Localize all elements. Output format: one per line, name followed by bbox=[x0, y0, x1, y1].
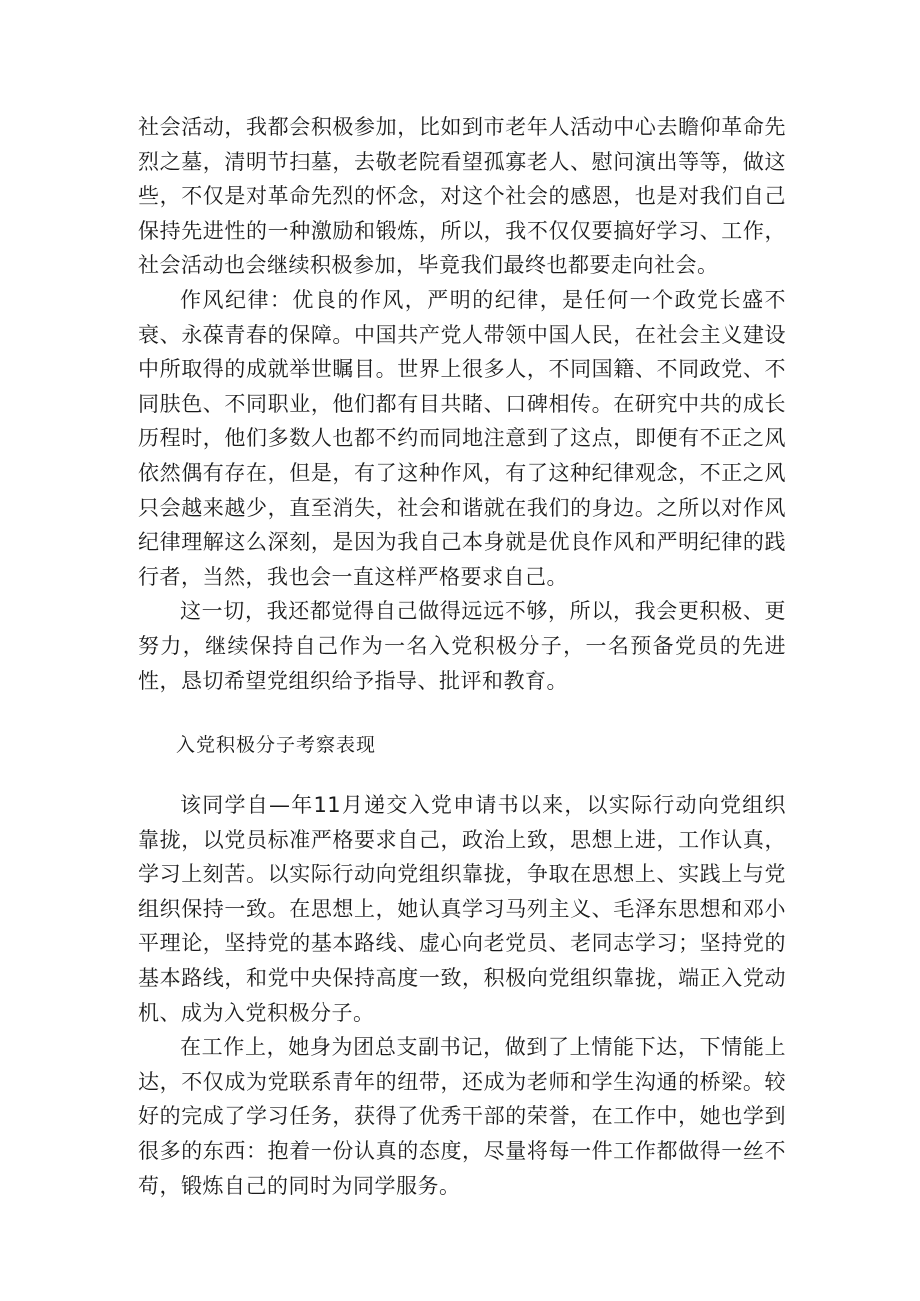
document-body bbox=[138, 110, 786, 1203]
paragraph-conclusion: 这一切，我还都觉得自己做得远远不够，所以，我会更积极、更努力，继续保持自己作为一名入党积极分子，一名预备党员的先进性，恳切希望党组织给予指导、批评和教育。 bbox=[138, 599, 786, 693]
paragraph-social-activities: 社会活动，我都会积极参加，比如到市老年人活动中心去瞻仰革命先烈之墓，清明节扫墓，去敬老院看望孤寡老人、慰问演出等等，做这些，不仅是对革命先烈的怀念，对这个社会的感恩，也是对我们自己保持先进性的一种激励和锻炼，所以，我不仅仅要搞好学习、工作，社会活动也会继续积极参加，毕竟我们最终也都要走向社会。 bbox=[138, 115, 786, 278]
paragraph-work-style-discipline: 作风纪律：优良的作风，严明的纪律，是任何一个政党长盛不衰、永葆青春的保障。中国共产党人带领中国人民，在社会主义建设中所取得的成就举世瞩目。世界上很多人，不同国籍、不同政党、不同肤色、不同职业，他们都有目共睹、口碑相传。在研究中共的成长历程时，他们多数人也都不约而同地注意到了这点，即便有不正之风依然偶有存在，但是，有了这种作风，有了这种纪律观念，不正之风只会越来越少，直至消失，社会和谐就在我们的身边。之所以对作风纪律理解这么深刻，是因为我自己本身就是优良作风和严明纪律的践行者，当然，我也会一直这样严格要求自己。 bbox=[138, 287, 786, 589]
paragraph-evaluation-intro: 该同学自—年11月递交入党申请书以来，以实际行动向党组织靠拢，以党员标准严格要求自己，政治上致，思想上进，工作认真，学习上刻苦。以实际行动向党组织靠拢，争取在思想上、实践上与党组织保持一致。在思想上，她认真学习马列主义、毛泽东思想和邓小平理论，坚持党的基本路线、虚心向老党员、老同志学习；坚持党的基本路线，和党中央保持高度一致，积极向党组织靠拢，端正入党动机、成为入党积极分子。 bbox=[138, 793, 786, 1025]
paragraph-evaluation-work: 在工作上，她身为团总支副书记，做到了上情能下达，下情能上达，不仅成为党联系青年的纽带，还成为老师和学生沟通的桥梁。较好的完成了学习任务，获得了优秀干部的荣誉，在工作中，她也学到很多的东西：抱着一份认真的态度，尽量将每一件工作都做得一丝不苟，锻炼自己的同时为同学服务。 bbox=[138, 1035, 786, 1198]
section-heading: 入党积极分子考察表现 bbox=[176, 734, 377, 757]
